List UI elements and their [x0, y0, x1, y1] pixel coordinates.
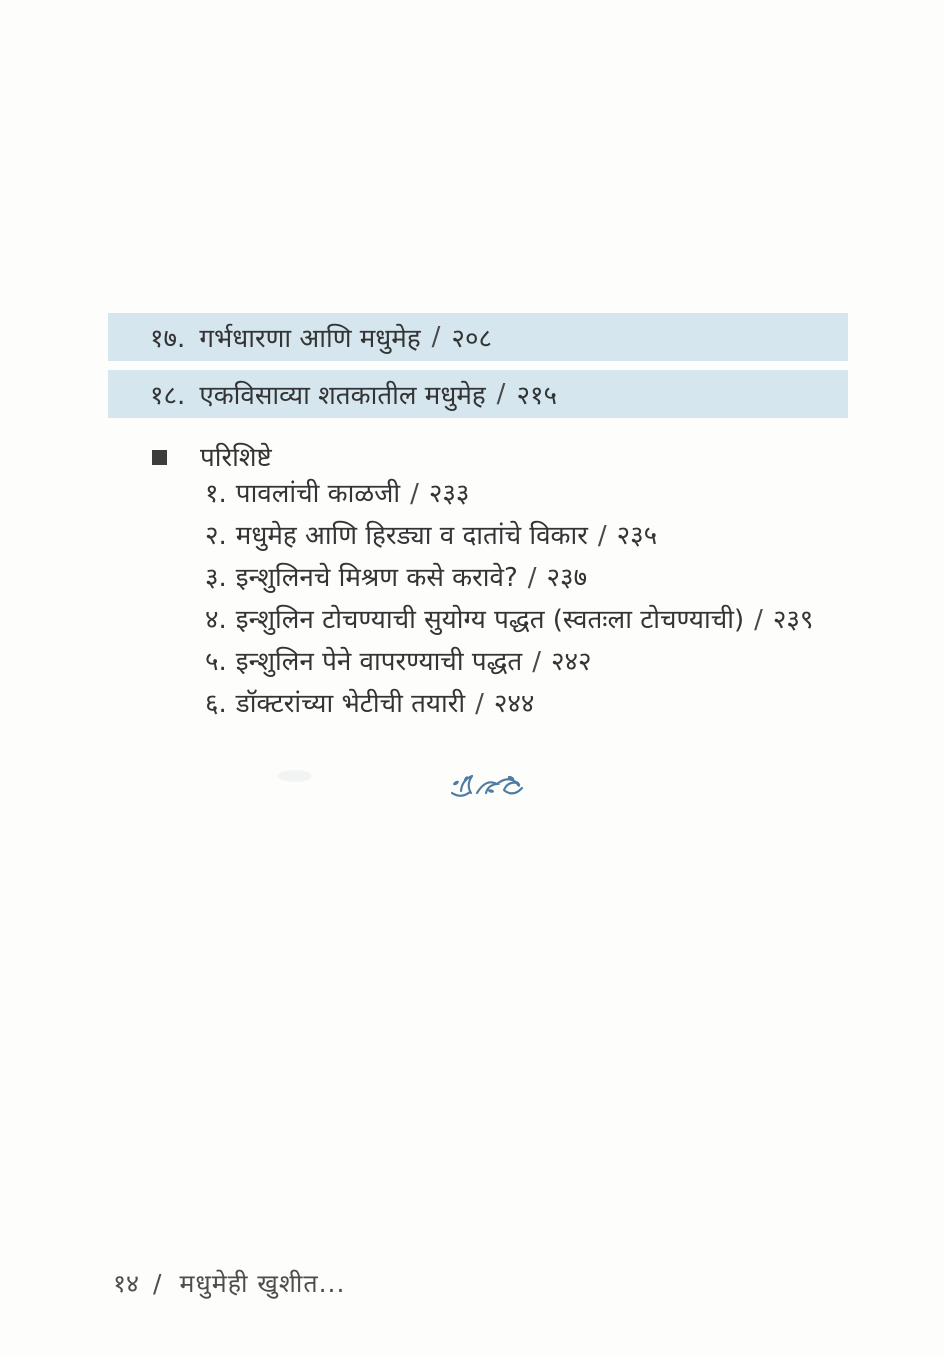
- toc-highlight-row-18: [108, 370, 848, 418]
- item-title: इन्शुलिनचे मिश्रण कसे करावे?: [235, 563, 518, 593]
- item-page-number: २३३: [428, 479, 470, 509]
- scan-smudge: [278, 770, 312, 782]
- page-footer: [113, 1266, 345, 1300]
- appendix-item: [205, 689, 534, 719]
- appendix-item: [205, 647, 592, 677]
- separator: /: [597, 521, 607, 551]
- book-title: मधुमेही खुशीत...: [179, 1269, 346, 1298]
- item-number: १.: [205, 479, 227, 509]
- separator: /: [410, 479, 419, 509]
- item-page-number: २४४: [493, 689, 535, 719]
- item-number: ५.: [205, 647, 227, 677]
- item-number: २.: [205, 521, 227, 551]
- appendix-item: [205, 563, 587, 593]
- item-page-number: २४२: [550, 647, 592, 677]
- appendix-heading-label: परिशिष्टे: [200, 443, 272, 473]
- chapter-page-number: २०८: [451, 324, 492, 354]
- folio-page-number: १४: [113, 1269, 140, 1298]
- item-number: ४.: [205, 605, 227, 635]
- bullet-square-icon: [152, 450, 167, 465]
- chapter-page-number: २१५: [516, 381, 557, 411]
- item-page-number: २३५: [616, 521, 658, 551]
- separator: /: [527, 563, 537, 593]
- appendix-item: [205, 521, 657, 551]
- separator: /: [475, 689, 484, 719]
- chapter-number: १७.: [150, 324, 186, 354]
- item-title: डॉक्टरांच्या भेटीची तयारी: [235, 689, 466, 719]
- chapter-title: एकविसाव्या शतकातील मधुमेह: [199, 381, 486, 411]
- separator: /: [496, 379, 506, 409]
- toc-highlight-row-17: [108, 313, 848, 361]
- item-page-number: २३९: [772, 605, 814, 635]
- item-number: ३.: [205, 563, 227, 593]
- appendix-item: [205, 479, 469, 509]
- item-title: इन्शुलिन टोचण्याची सुयोग्य पद्धत (स्वतःला टोचण्याची): [235, 605, 745, 635]
- separator: /: [153, 1269, 162, 1298]
- separator: /: [431, 322, 441, 352]
- appendix-heading: [152, 438, 272, 474]
- chapter-title: गर्भधारणा आणि मधुमेह: [199, 324, 421, 354]
- item-number: ६.: [205, 689, 227, 719]
- item-title: पावलांची काळजी: [235, 479, 401, 509]
- chapter-number: १८.: [150, 381, 186, 411]
- appendix-item: [205, 605, 813, 635]
- separator: /: [532, 647, 541, 677]
- separator: /: [754, 605, 763, 635]
- item-title: इन्शुलिन पेने वापरण्याची पद्धत: [235, 647, 523, 677]
- floral-flourish-icon: [448, 770, 526, 802]
- item-page-number: २३७: [546, 563, 588, 593]
- item-title: मधुमेह आणि हिरड्या व दातांचे विकार: [235, 521, 588, 551]
